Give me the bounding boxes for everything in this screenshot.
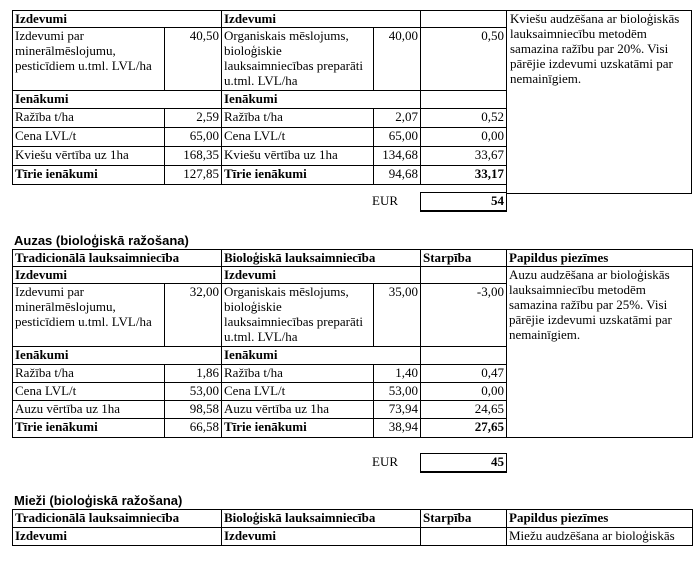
oats-note: Auzu audzēšana ar bioloģiskās lauksaimniecību metodēm samazina ražību par 25%. Visi pārējie izdevumi uzskatāmi par nemainīgiem. bbox=[507, 267, 693, 438]
oats-income-heading-bio: Ienākumi bbox=[222, 347, 421, 365]
wheat-value-bio: 134,68 bbox=[374, 147, 421, 166]
wheat-diff-blank bbox=[421, 11, 507, 28]
oats-value-diff: 24,65 bbox=[421, 401, 507, 419]
wheat-cost-diff: 0,50 bbox=[421, 28, 507, 91]
wheat-costs-heading-bio: Izdevumi bbox=[222, 11, 421, 28]
barley-diff-blank bbox=[421, 528, 507, 546]
wheat-value-label: Kviešu vērtība uz 1ha bbox=[13, 147, 165, 166]
oats-price-label-bio: Cena LVL/t bbox=[222, 383, 374, 401]
oats-trad-cost-label: Izdevumi par minerālmēslojumu, pesticīdiem u.tml. LVL/ha bbox=[13, 284, 165, 347]
oats-yield-label: Ražība t/ha bbox=[13, 365, 165, 383]
oats-eur-total: 45 bbox=[420, 453, 507, 473]
wheat-trad-cost-value: 40,50 bbox=[165, 28, 222, 91]
oats-net-diff: 27,65 bbox=[421, 419, 507, 438]
wheat-net-label: Tīrie ienākumi bbox=[13, 166, 165, 185]
barley-header-bio: Bioloģiskā lauksaimniecība bbox=[222, 510, 421, 528]
oats-yield-diff: 0,47 bbox=[421, 365, 507, 383]
oats-diff-blank bbox=[421, 267, 507, 284]
wheat-net-trad: 127,85 bbox=[165, 166, 222, 185]
oats-bio-cost-value: 35,00 bbox=[374, 284, 421, 347]
oats-price-bio: 53,00 bbox=[374, 383, 421, 401]
wheat-income-diff-blank bbox=[421, 91, 507, 109]
oats-header-diff: Starpība bbox=[421, 250, 507, 267]
wheat-price-trad: 65,00 bbox=[165, 128, 222, 147]
barley-section-title: Mieži (bioloģiskā ražošana) bbox=[14, 493, 183, 508]
oats-net-trad: 66,58 bbox=[165, 419, 222, 438]
oats-net-label: Tīrie ienākumi bbox=[13, 419, 165, 438]
wheat-income-heading-bio: Ienākumi bbox=[222, 91, 421, 109]
wheat-eur-total: 54 bbox=[420, 192, 507, 212]
barley-note: Miežu audzēšana ar bioloģiskās bbox=[507, 528, 693, 546]
oats-header-notes: Papildus piezīmes bbox=[507, 250, 693, 267]
wheat-price-label-bio: Cena LVL/t bbox=[222, 128, 374, 147]
oats-table bbox=[12, 249, 693, 438]
wheat-net-label-bio: Tīrie ienākumi bbox=[222, 166, 374, 185]
wheat-price-bio: 65,00 bbox=[374, 128, 421, 147]
barley-table bbox=[12, 509, 693, 546]
wheat-net-bio: 94,68 bbox=[374, 166, 421, 185]
oats-cost-diff: -3,00 bbox=[421, 284, 507, 347]
oats-value-label-bio: Auzu vērtība uz 1ha bbox=[222, 401, 374, 419]
oats-income-heading-trad: Ienākumi bbox=[13, 347, 222, 365]
oats-header-bio: Bioloģiskā lauksaimniecība bbox=[222, 250, 421, 267]
wheat-notes-box bbox=[506, 10, 692, 194]
wheat-yield-trad: 2,59 bbox=[165, 109, 222, 128]
oats-bio-cost-label: Organiskais mēslojums, bioloģiskie lauksaimniecības preparāti u.tml. LVL/ha bbox=[222, 284, 374, 347]
oats-value-bio: 73,94 bbox=[374, 401, 421, 419]
wheat-trad-cost-label: Izdevumi par minerālmēslojumu, pesticīdiem u.tml. LVL/ha bbox=[13, 28, 165, 91]
oats-income-diff-blank bbox=[421, 347, 507, 365]
wheat-price-diff: 0,00 bbox=[421, 128, 507, 147]
wheat-eur-label: EUR bbox=[372, 193, 398, 208]
oats-yield-bio: 1,40 bbox=[374, 365, 421, 383]
oats-price-trad: 53,00 bbox=[165, 383, 222, 401]
wheat-table bbox=[12, 10, 507, 185]
oats-costs-heading-trad: Izdevumi bbox=[13, 267, 222, 284]
wheat-price-label: Cena LVL/t bbox=[13, 128, 165, 147]
barley-costs-heading-trad: Izdevumi bbox=[13, 528, 222, 546]
oats-net-bio: 38,94 bbox=[374, 419, 421, 438]
wheat-yield-bio: 2,07 bbox=[374, 109, 421, 128]
barley-header-diff: Starpība bbox=[421, 510, 507, 528]
wheat-value-trad: 168,35 bbox=[165, 147, 222, 166]
wheat-costs-heading-trad: Izdevumi bbox=[13, 11, 222, 28]
oats-value-label: Auzu vērtība uz 1ha bbox=[13, 401, 165, 419]
wheat-income-heading-trad: Ienākumi bbox=[13, 91, 222, 109]
barley-costs-heading-bio: Izdevumi bbox=[222, 528, 421, 546]
wheat-bio-cost-value: 40,00 bbox=[374, 28, 421, 91]
oats-price-label: Cena LVL/t bbox=[13, 383, 165, 401]
oats-trad-cost-value: 32,00 bbox=[165, 284, 222, 347]
oats-header-trad: Tradicionālā lauksaimniecība bbox=[13, 250, 222, 267]
wheat-value-label-bio: Kviešu vērtība uz 1ha bbox=[222, 147, 374, 166]
oats-costs-heading-bio: Izdevumi bbox=[222, 267, 421, 284]
wheat-net-diff: 33,17 bbox=[421, 166, 507, 185]
oats-yield-label-bio: Ražība t/ha bbox=[222, 365, 374, 383]
oats-price-diff: 0,00 bbox=[421, 383, 507, 401]
oats-eur-label: EUR bbox=[372, 454, 398, 469]
wheat-yield-label: Ražība t/ha bbox=[13, 109, 165, 128]
barley-header-trad: Tradicionālā lauksaimniecība bbox=[13, 510, 222, 528]
wheat-yield-diff: 0,52 bbox=[421, 109, 507, 128]
wheat-bio-cost-label: Organiskais mēslojums, bioloģiskie lauksaimniecības preparāti u.tml. LVL/ha bbox=[222, 28, 374, 91]
barley-header-notes: Papildus piezīmes bbox=[507, 510, 693, 528]
wheat-note: Kviešu audzēšana ar bioloģiskās lauksaimniecību metodēm samazina ražību par 20%. Visi pārējie izdevumi uzskatāmi par nemainīgiem. bbox=[510, 11, 680, 86]
wheat-value-diff: 33,67 bbox=[421, 147, 507, 166]
oats-value-trad: 98,58 bbox=[165, 401, 222, 419]
oats-section-title: Auzas (bioloģiskā ražošana) bbox=[14, 233, 189, 248]
oats-net-label-bio: Tīrie ienākumi bbox=[222, 419, 374, 438]
oats-yield-trad: 1,86 bbox=[165, 365, 222, 383]
wheat-yield-label-bio: Ražība t/ha bbox=[222, 109, 374, 128]
